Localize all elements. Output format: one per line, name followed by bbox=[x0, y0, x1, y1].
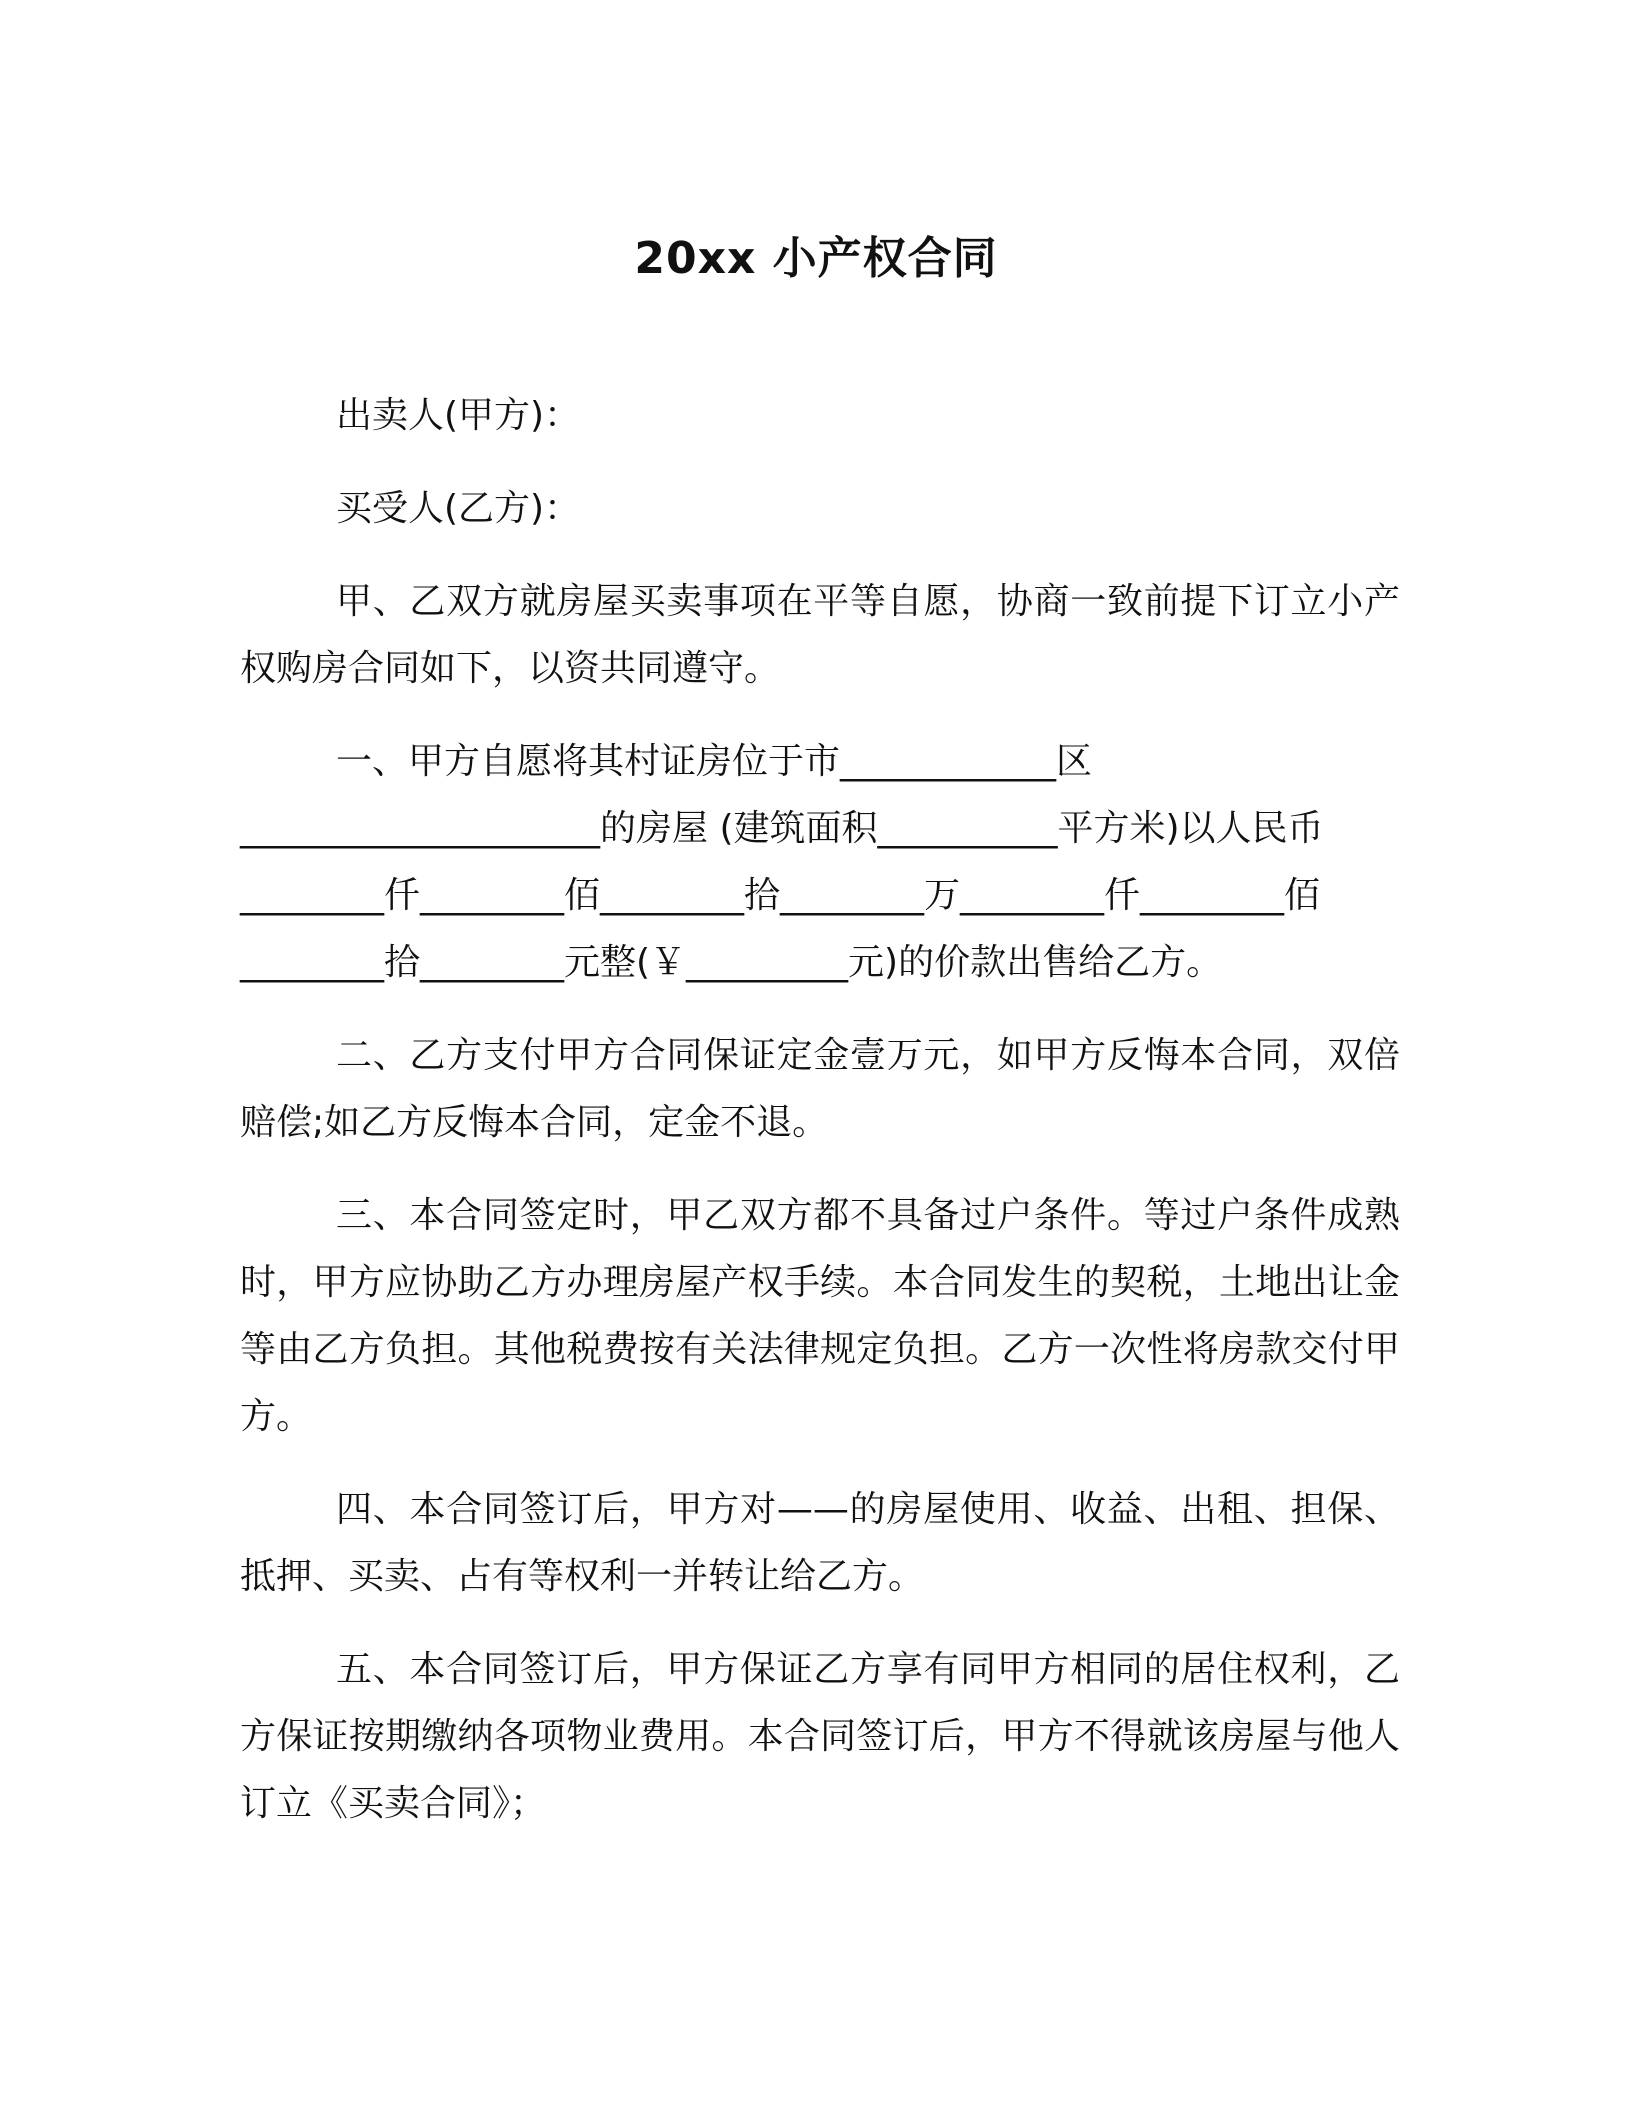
clause-1-line: ________拾________元整(￥_________元)的价款出售给乙方。 bbox=[240, 942, 1223, 983]
clause-2-paragraph: 二、乙方支付甲方合同保证定金壹万元，如甲方反悔本合同，双倍赔偿;如乙方反悔本合同，定金不退。 bbox=[240, 1035, 1400, 1143]
intro-paragraph: 甲、乙双方就房屋买卖事项在平等自愿，协商一致前提下订立小产权购房合同如下，以资共同遵守。 bbox=[240, 581, 1400, 689]
seller-line: 出卖人(甲方)： bbox=[336, 395, 581, 436]
clause-5-paragraph: 五、本合同签订后，甲方保证乙方享有同甲方相同的居住权利，乙方保证按期缴纳各项物业费用。本合同签订后，甲方不得就该房屋与他人订立《买卖合同》； bbox=[240, 1649, 1400, 1824]
clause-4-paragraph: 四、本合同签订后，甲方对——的房屋使用、收益、出租、担保、抵押、买卖、占有等权利一并转让给乙方。 bbox=[240, 1489, 1400, 1597]
clause-1-paragraph bbox=[240, 728, 1400, 996]
document-body bbox=[240, 382, 1400, 1863]
clause-1-line: ________仟________佰________拾________万________仟________佰 bbox=[240, 875, 1320, 916]
clause-1-line: 一、甲方自愿将其村证房位于市____________区 bbox=[336, 741, 1093, 782]
document-title: 20xx 小产权合同 bbox=[634, 233, 998, 284]
clause-1-line: ____________________的房屋 (建筑面积__________平方米)以人民币 bbox=[240, 808, 1324, 849]
clause-3-paragraph: 三、本合同签定时，甲乙双方都不具备过户条件。等过户条件成熟时，甲方应协助乙方办理房屋产权手续。本合同发生的契税，土地出让金等由乙方负担。其他税费按有关法律规定负担。乙方一次性将房款交付甲方。 bbox=[240, 1195, 1400, 1437]
buyer-line: 买受人(乙方)： bbox=[336, 488, 581, 529]
